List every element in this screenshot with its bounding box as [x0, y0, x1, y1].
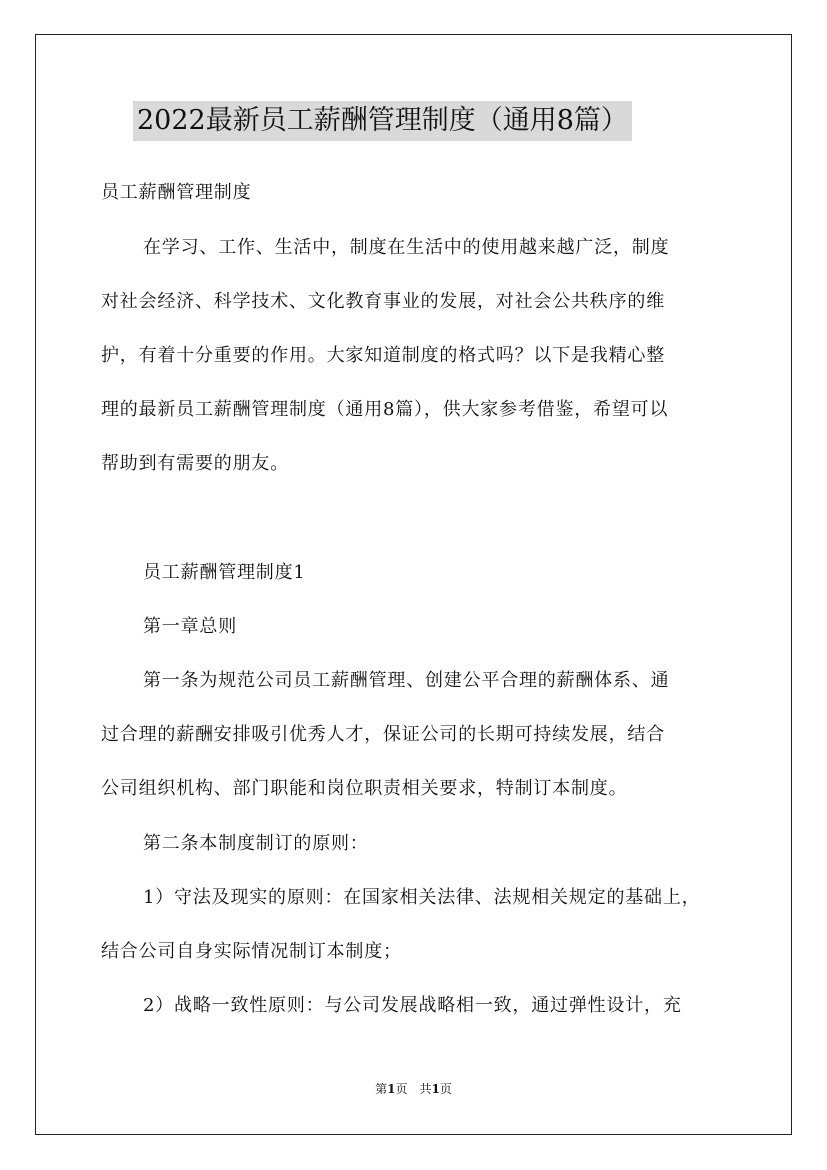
paragraph-line: 1）守法及现实的原则：在国家相关法律、法规相关规定的基础上， — [143, 887, 701, 908]
paragraph-line: 公司组织机构、部门职能和岗位职责相关要求，特制订本制度。 — [101, 778, 628, 799]
paragraph-line: 第一条为规范公司员工薪酬管理、创建公平合理的薪酬体系、通 — [143, 670, 670, 691]
page-suffix: 页 — [439, 1082, 452, 1096]
page-footer — [0, 1081, 827, 1097]
section-heading: 员工薪酬管理制度 — [101, 182, 252, 203]
article-heading: 员工薪酬管理制度1 — [143, 562, 306, 583]
paragraph-line: 结合公司自身实际情况制订本制度； — [101, 941, 402, 962]
page-mid: 页 共 — [395, 1082, 432, 1096]
paragraph-line: 对社会经济、科学技术、文化教育事业的发展，对社会公共秩序的维 — [101, 291, 665, 312]
paragraph-line: 2）战略一致性原则：与公司发展战略相一致，通过弹性设计，充 — [143, 995, 682, 1016]
paragraph-line: 帮助到有需要的朋友。 — [101, 453, 289, 474]
paragraph-line: 理的最新员工薪酬管理制度（通用8篇），供大家参考借鉴，希望可以 — [101, 399, 669, 420]
document-title: 2022最新员工薪酬管理制度（通用8篇） — [133, 101, 632, 141]
paragraph-line: 护，有着十分重要的作用。大家知道制度的格式吗？以下是我精心整 — [101, 345, 665, 366]
chapter-heading: 第一章总则 — [143, 616, 237, 637]
page-prefix: 第 — [375, 1082, 388, 1096]
page-number: 1 — [387, 1082, 396, 1096]
page-total: 1 — [431, 1082, 440, 1096]
paragraph-line: 过合理的薪酬安排吸引优秀人才，保证公司的长期可持续发展，结合 — [101, 724, 665, 745]
paragraph-line: 第二条本制度制订的原则： — [143, 833, 369, 854]
paragraph-line: 在学习、工作、生活中，制度在生活中的使用越来越广泛，制度 — [143, 237, 670, 258]
